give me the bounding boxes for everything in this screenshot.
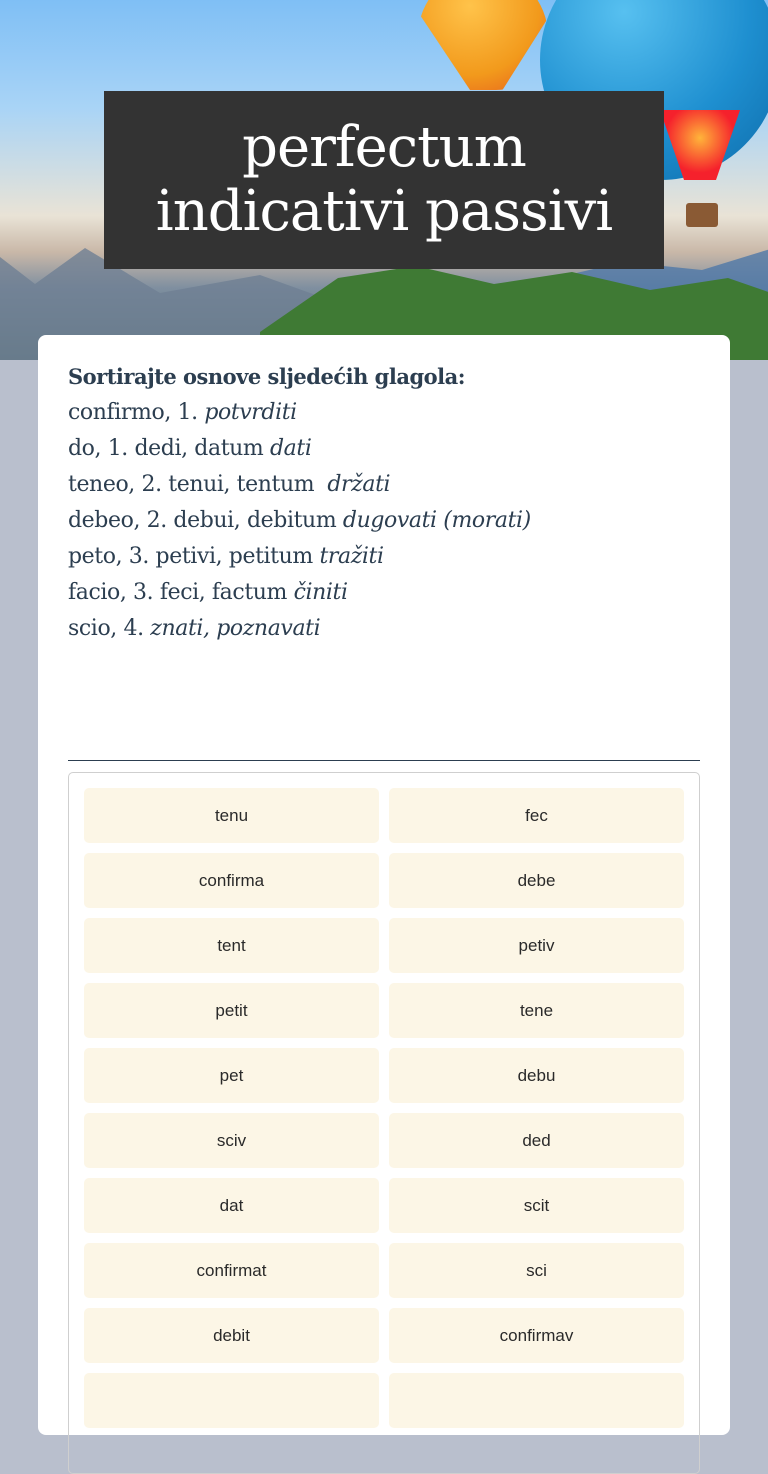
verb-forms: scio, 4. <box>68 616 151 641</box>
verb-line <box>68 395 708 431</box>
draggable-word-tile[interactable]: debit <box>84 1308 379 1363</box>
title-box <box>104 91 664 269</box>
word-bank <box>68 772 700 1474</box>
verb-meaning: dugovati (morati) <box>342 508 531 533</box>
worksheet-card <box>38 335 730 1435</box>
verb-meaning: dati <box>269 436 312 461</box>
verb-line <box>68 467 708 503</box>
verb-line <box>68 575 708 611</box>
hot-air-balloon-icon <box>418 0 548 90</box>
verb-line <box>68 503 708 539</box>
draggable-word-tile[interactable]: debu <box>389 1048 684 1103</box>
instructions-heading: Sortirajte osnove sljedećih glagola: <box>68 364 465 389</box>
verb-forms: teneo, 2. tenui, tentum <box>68 472 328 497</box>
title-line-2: indicativi passivi <box>155 179 613 244</box>
draggable-word-tile[interactable]: sci <box>389 1243 684 1298</box>
draggable-word-tile[interactable]: confirmav <box>389 1308 684 1363</box>
balloon-basket-icon <box>686 203 718 227</box>
draggable-word-tile[interactable] <box>84 1373 379 1428</box>
verb-line <box>68 539 708 575</box>
verb-meaning: držati <box>327 472 391 497</box>
instructions <box>68 359 708 647</box>
page-title <box>156 116 612 244</box>
draggable-word-tile[interactable]: petit <box>84 983 379 1038</box>
word-bank-grid <box>84 788 684 1428</box>
draggable-word-tile[interactable]: petiv <box>389 918 684 973</box>
draggable-word-tile[interactable]: confirma <box>84 853 379 908</box>
verb-meaning: tražiti <box>319 544 384 569</box>
verb-meaning: činiti <box>293 580 348 605</box>
verb-meaning: znati, poznavati <box>150 616 321 641</box>
verb-forms: facio, 3. feci, factum <box>68 580 294 605</box>
verb-forms: peto, 3. petivi, petitum <box>68 544 320 569</box>
header-banner <box>0 0 768 360</box>
verb-forms: do, 1. dedi, datum <box>68 436 270 461</box>
draggable-word-tile[interactable]: pet <box>84 1048 379 1103</box>
verb-forms: confirmo, 1. <box>68 400 205 425</box>
draggable-word-tile[interactable] <box>389 1373 684 1428</box>
title-line-1: perfectum <box>242 115 526 180</box>
draggable-word-tile[interactable]: fec <box>389 788 684 843</box>
draggable-word-tile[interactable]: tenu <box>84 788 379 843</box>
draggable-word-tile[interactable]: tent <box>84 918 379 973</box>
verb-line <box>68 431 708 467</box>
draggable-word-tile[interactable]: scit <box>389 1178 684 1233</box>
draggable-word-tile[interactable]: debe <box>389 853 684 908</box>
verb-line <box>68 611 708 647</box>
verb-meaning: potvrditi <box>204 400 297 425</box>
draggable-word-tile[interactable]: confirmat <box>84 1243 379 1298</box>
draggable-word-tile[interactable]: ded <box>389 1113 684 1168</box>
draggable-word-tile[interactable]: tene <box>389 983 684 1038</box>
draggable-word-tile[interactable]: dat <box>84 1178 379 1233</box>
verb-forms: debeo, 2. debui, debitum <box>68 508 343 533</box>
divider <box>68 760 700 761</box>
draggable-word-tile[interactable]: sciv <box>84 1113 379 1168</box>
